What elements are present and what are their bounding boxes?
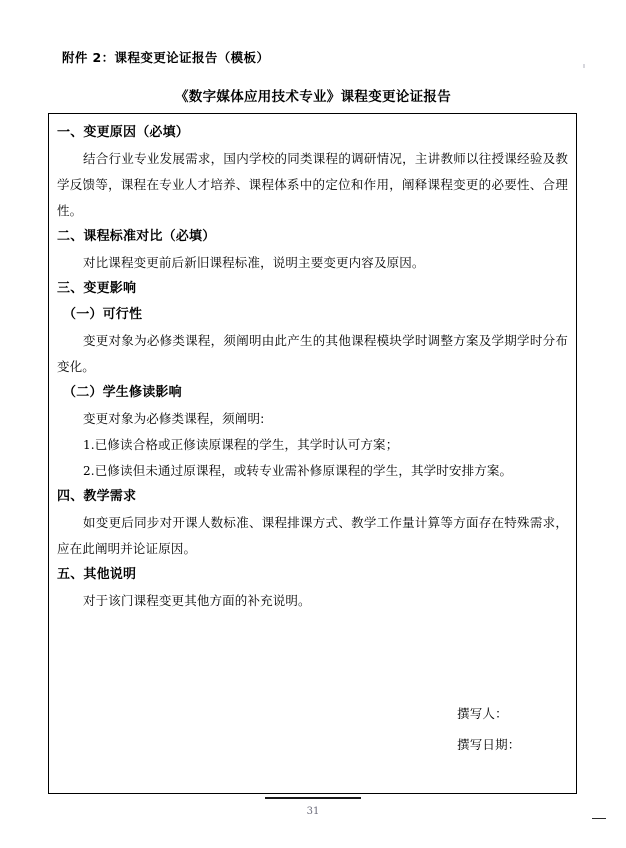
section-body-reason: 结合行业专业发展需求，国内学校的同类课程的调研情况，主讲教师以往授课经验及教学反馈等，课程在专业人才培养、课程体系中的定位和作用，阐释课程变更的必要性、合理性。 — [57, 151, 568, 218]
report-content-frame — [48, 113, 577, 794]
section-heading-other-notes: 五、其他说明 — [57, 567, 137, 582]
list-item-text: 已修读但未通过原课程，或转专业需补修原课程的学生，其学时安排方案。 — [94, 463, 513, 478]
list-item — [57, 432, 568, 458]
subsection-body-student-impact: 变更对象为必修类课程，须阐明: — [83, 411, 265, 426]
document-title: 《数字媒体应用技术专业》课程变更论证报告 — [175, 89, 451, 105]
section-heading-reason: 一、变更原因（必填） — [57, 125, 190, 140]
list-item-number: 1. — [83, 438, 95, 452]
footer-edge-mark — [592, 818, 606, 819]
section-heading-standard-comparison: 二、课程标准对比（必填） — [57, 229, 216, 244]
signature-author-label: 撰写人： — [457, 706, 508, 721]
signature-date-label: 撰写日期： — [457, 737, 521, 752]
page-number: 31 — [306, 806, 320, 817]
list-item-number: 2. — [83, 464, 95, 478]
signature-block — [457, 698, 577, 760]
subsection-heading-student-impact: （二）学生修读影响 — [63, 385, 182, 400]
subsection-body-feasibility: 变更对象为必修类课程，须阐明由此产生的其他课程模块学时调整方案及学期学时分布变化。 — [57, 333, 568, 374]
section-body-standard-comparison: 对比课程变更前后新旧课程标准，说明主要变更内容及原因。 — [83, 255, 425, 270]
attachment-heading: 附件 2：课程变更论证报告（模板） — [62, 50, 270, 65]
section-heading-impact: 三、变更影响 — [57, 281, 137, 296]
scan-artifact-speck — [583, 64, 585, 68]
section-body-teaching-needs: 如变更后同步对开课人数标准、课程排课方式、教学工作量计算等方面存在特殊需求，应在此阐明并论证原因。 — [57, 515, 568, 556]
footer-divider-rule — [265, 797, 361, 799]
subsection-heading-feasibility: （一）可行性 — [63, 307, 143, 322]
section-heading-teaching-needs: 四、教学需求 — [57, 489, 137, 504]
list-item-text: 已修读合格或正修读原课程的学生，其学时认可方案； — [94, 437, 399, 452]
list-item — [57, 458, 568, 484]
report-content-body — [57, 120, 568, 789]
section-body-other-notes: 对于该门课程变更其他方面的补充说明。 — [83, 593, 311, 608]
